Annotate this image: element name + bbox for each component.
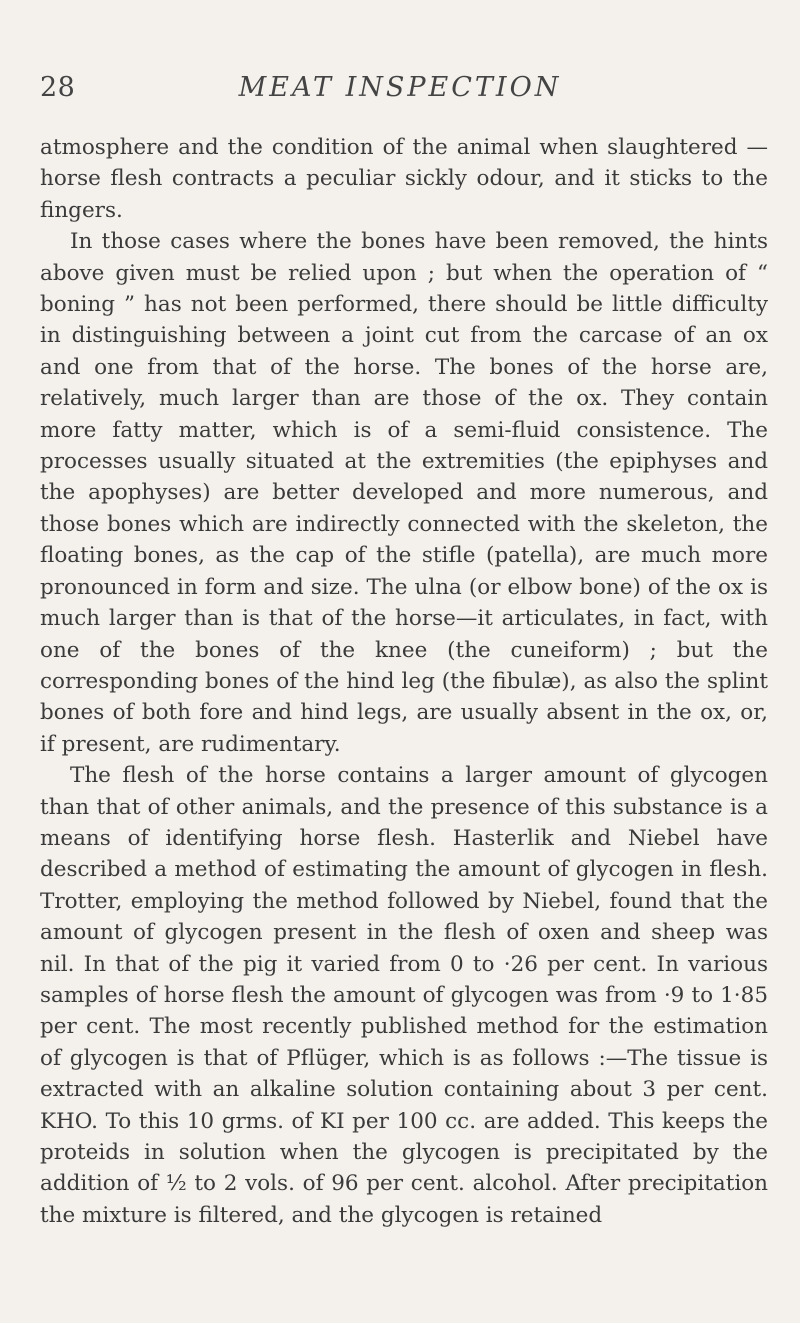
running-head: MEAT INSPECTION: [238, 72, 562, 103]
paragraph-bones: In those cases where the bones have been removed, the hints above given must be relied upon ; but when the operation of “ boning ” has not been performed, there should be little difficulty in distinguishing between a joint cut from the carcase of an ox and one from that of the horse. The bones of the horse are, relatively, much larger than are those of the ox. They contain more fatty matter, which is of a semi-fluid consistence. The processes usually situated at the extremities (the epiphyses and the apophyses) are better developed and more numerous, and those bones which are indirectly connected with the skeleton, the floating bones, as the cap of the stifle (patella), are much more pronounced in form and size. The ulna (or elbow bone) of the ox is much larger than is that of the horse—it articulates, in fact, with one of the bones of the knee (the cuneiform) ; but the corresponding bones of the hind leg (the fibulæ), as also the splint bones of both fore and hind legs, are usually absent in the ox, or, if present, are rudimentary.: [40, 229, 768, 757]
paragraph-glycogen: The flesh of the horse contains a larger amount of glycogen than that of other animals, and the presence of this substance is a means of identifying horse flesh. Hasterlik and Niebel have described a method of estimating the amount of glycogen in flesh. Trotter, employing the method followed by Niebel, found that the amount of glycogen present in the flesh of oxen and sheep was nil. In that of the pig it varied from 0 to ·26 per cent. In various samples of horse flesh the amount of glycogen was from ·9 to 1·85 per cent. The most recently published method for the estimation of glycogen is that of Pflüger, which is as follows :—The tissue is extracted with an alkaline solution containing about 3 per cent. KHO. To this 10 grms. of KI per 100 cc. are added. This keeps the proteids in solution when the glycogen is precipitated by the addition of ½ to 2 vols. of 96 per cent. alcohol. After precipitation the mixture is filtered, and the glycogen is retained: [40, 763, 768, 1228]
page-header: [40, 72, 760, 112]
page-number: 28: [40, 72, 76, 103]
body-text: [40, 132, 768, 1231]
paragraph-continuation: atmosphere and the condition of the animal when slaughtered —horse flesh contracts a peculiar sickly odour, and it sticks to the fingers.: [40, 135, 768, 223]
